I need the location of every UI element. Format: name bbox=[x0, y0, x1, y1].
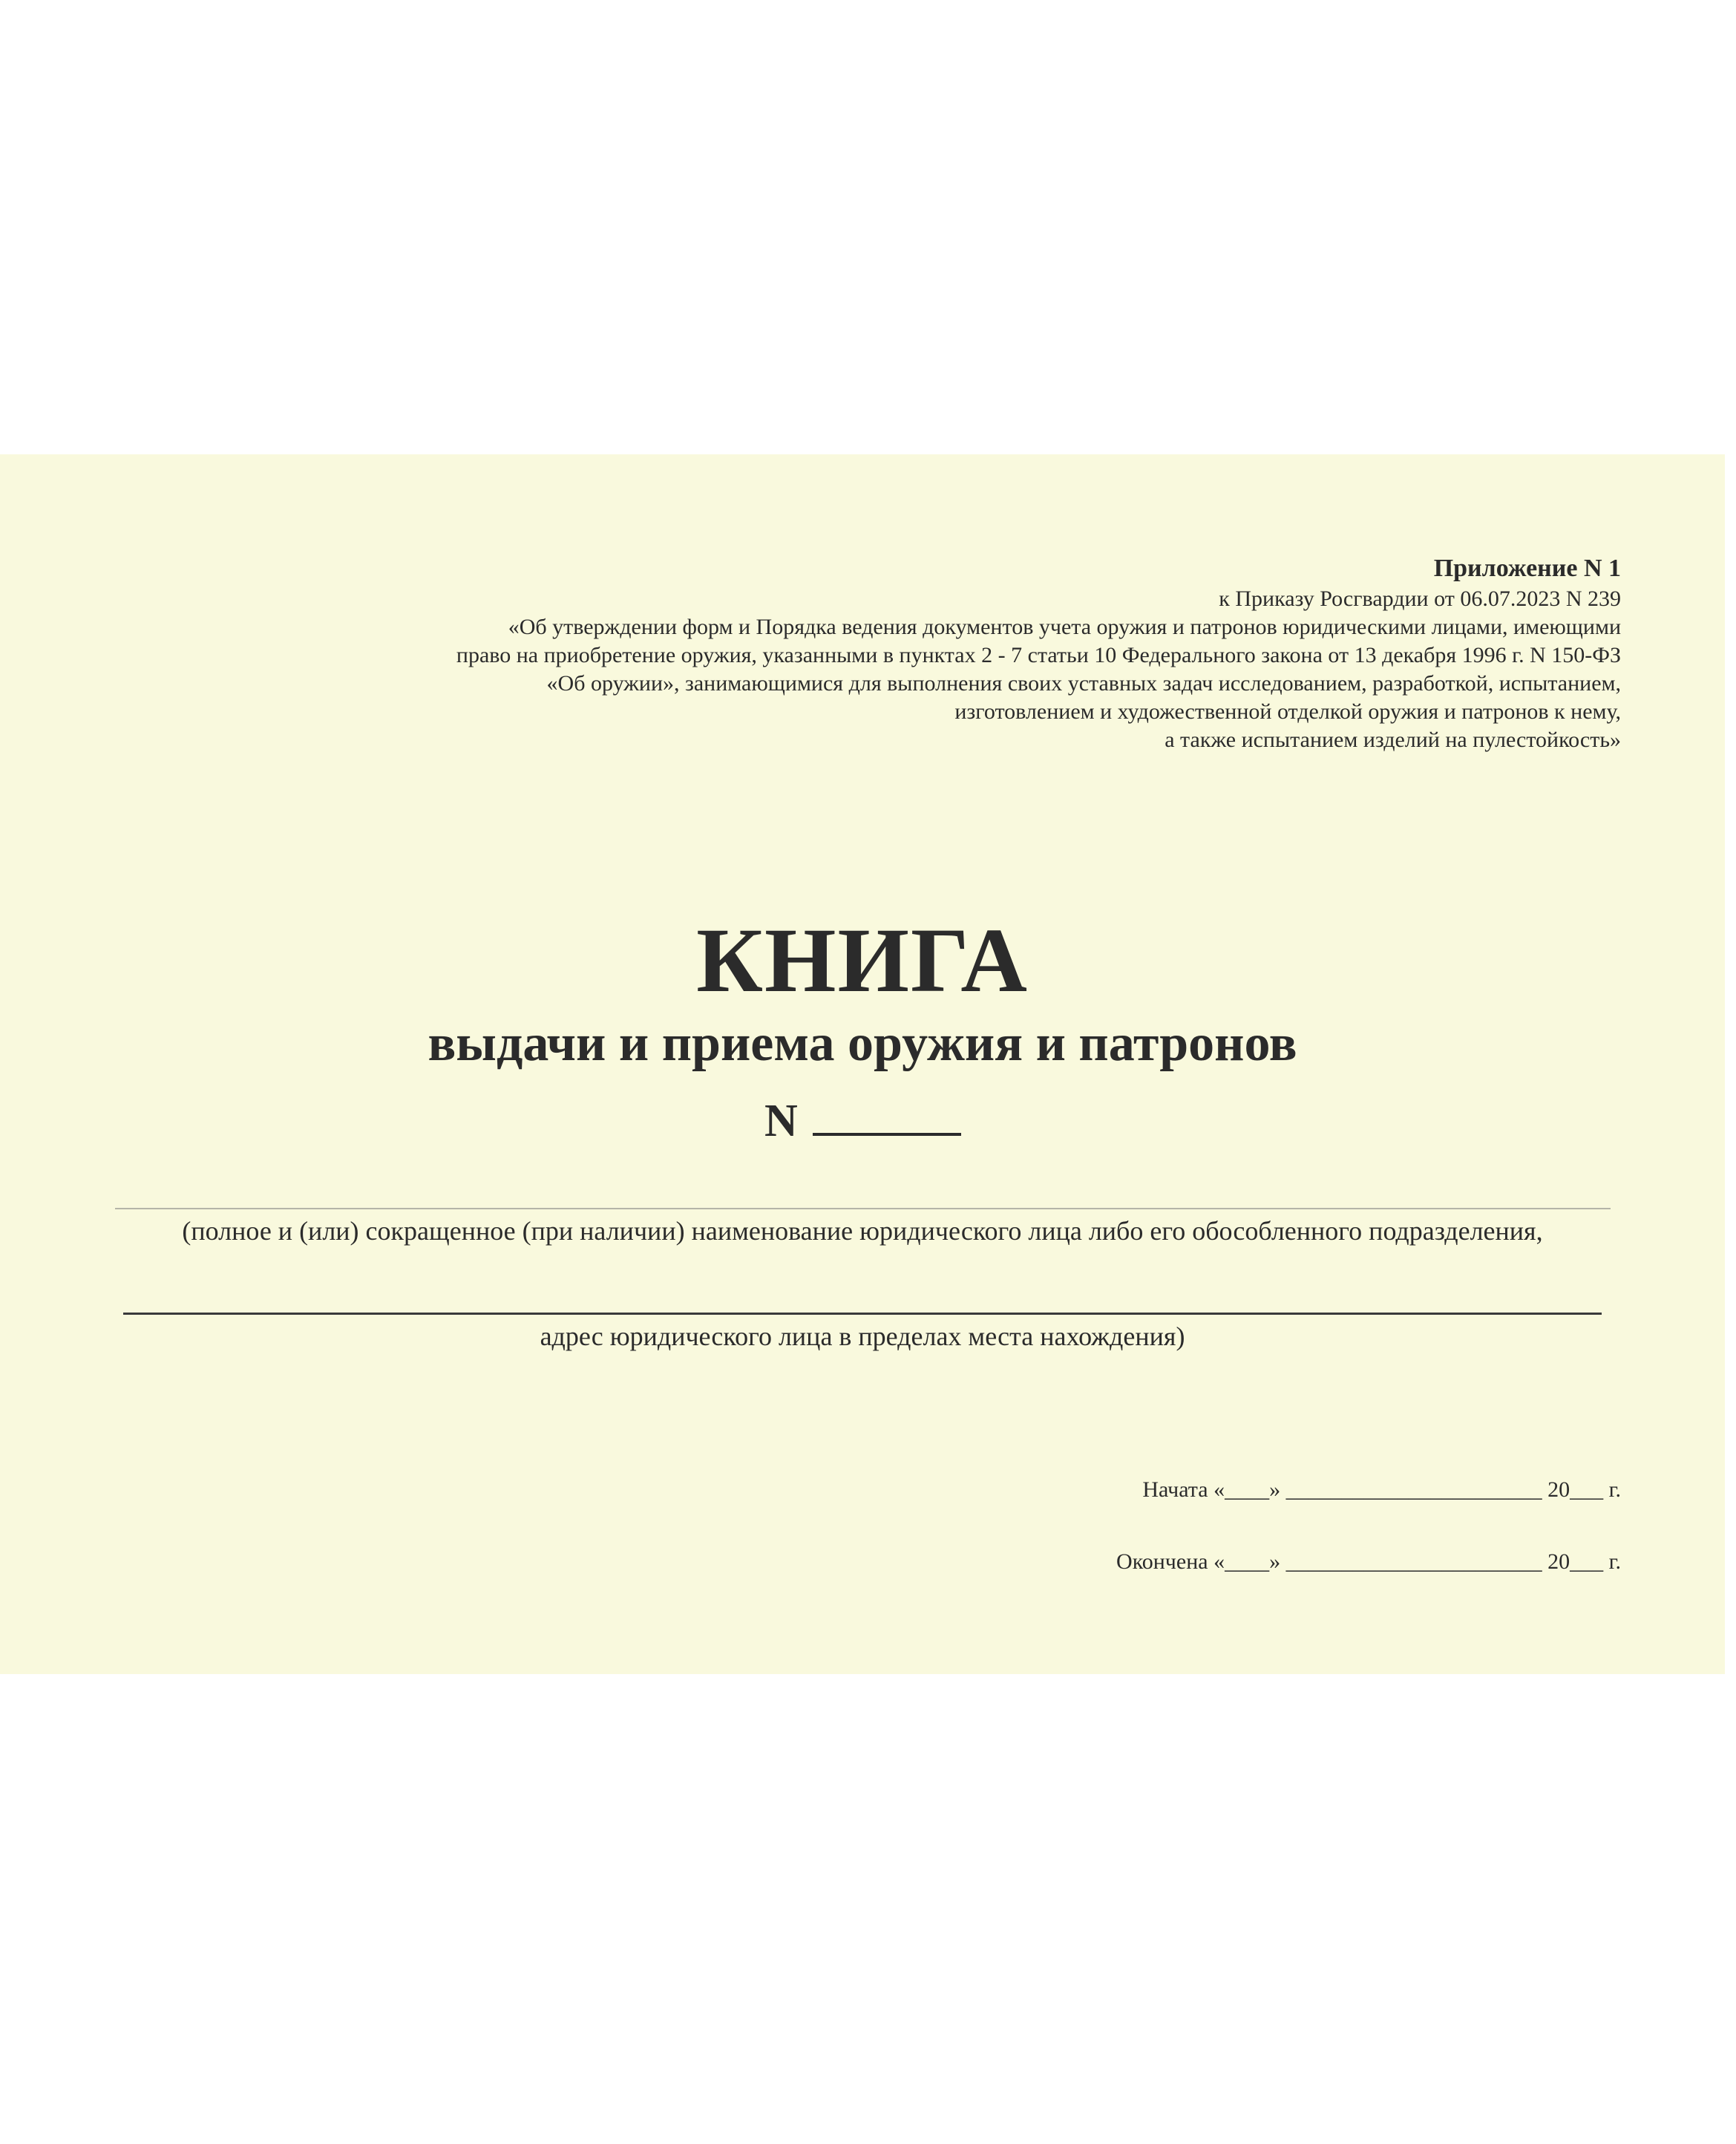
appendix-order-name-line: «Об утверждении форм и Порядка ведения документов учета оружия и патронов юридическими лицами, имеющими bbox=[508, 615, 1621, 639]
appendix-title: Приложение N 1 bbox=[1433, 555, 1621, 582]
appendix-order-name-line: «Об оружии», занимающимися для выполнения своих уставных задач исследованием, разработкой, испытанием, bbox=[546, 671, 1621, 696]
appendix-block bbox=[174, 552, 1621, 754]
appendix-order-name-line: изготовлением и художественной отделкой оружия и патронов к нему, bbox=[954, 699, 1621, 724]
address-caption: адрес юридического лица в пределах места нахождения) bbox=[540, 1321, 1185, 1351]
appendix-order-name-line: право на приобретение оружия, указанными в пунктах 2 - 7 статьи 10 Федерального закона от 13 декабря 1996 г. N 150-ФЗ bbox=[456, 643, 1621, 667]
book-number-label: N bbox=[764, 1096, 798, 1146]
entity-name-rule[interactable] bbox=[115, 1208, 1611, 1209]
start-date-line: Начата «____» _______________________ 20___ г. bbox=[1142, 1477, 1621, 1502]
book-number bbox=[764, 1091, 961, 1151]
book-subtitle: выдачи и приема оружия и патронов bbox=[428, 1015, 1297, 1072]
end-date-line: Окончена «____» _______________________ 20___ г. bbox=[1116, 1549, 1621, 1574]
appendix-order-name-line: а также испытанием изделий на пулестойкость» bbox=[1165, 728, 1621, 752]
book-number-blank[interactable] bbox=[813, 1097, 961, 1136]
appendix-order-reference: к Приказу Росгвардии от 06.07.2023 N 239 bbox=[1219, 586, 1621, 611]
address-rule[interactable] bbox=[123, 1313, 1602, 1315]
entity-name-caption: (полное и (или) сокращенное (при наличии) наименование юридического лица либо его обособленного подразделения, bbox=[182, 1216, 1543, 1246]
book-cover bbox=[0, 454, 1725, 1674]
book-title: КНИГА bbox=[696, 909, 1029, 1011]
